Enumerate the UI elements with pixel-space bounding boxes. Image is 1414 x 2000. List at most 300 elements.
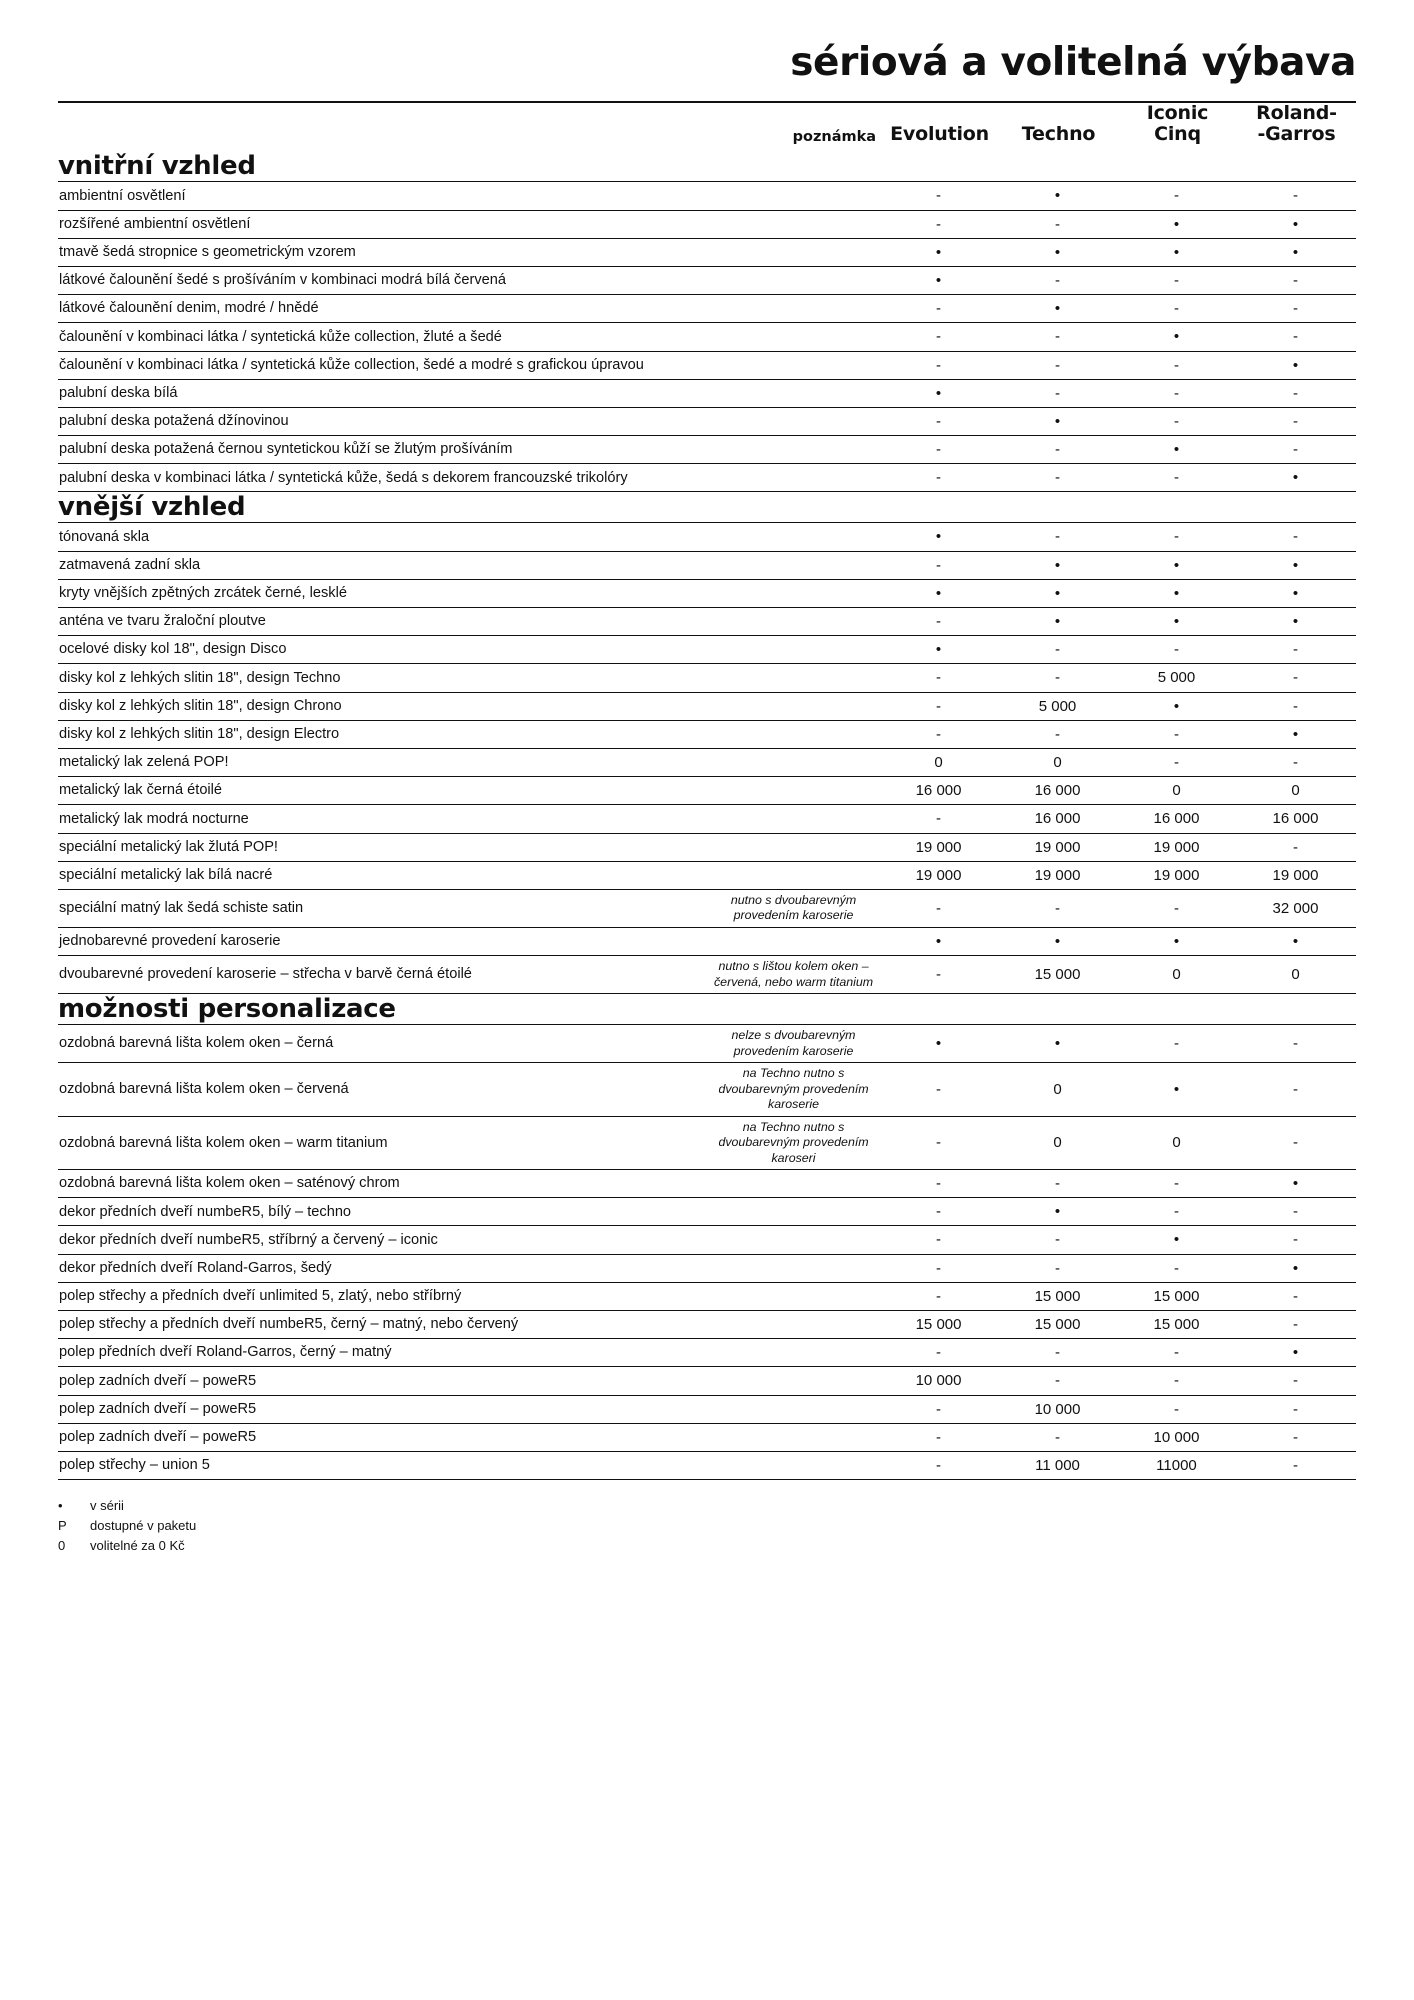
cell-evolution: - [880, 1116, 999, 1170]
page-title: sériová a volitelná výbava [790, 40, 1356, 85]
cell-techno: - [999, 266, 1118, 294]
row-label: jednobarevné provedení karoserie [58, 927, 707, 955]
cell-roland-garros: • [1237, 551, 1356, 579]
cell-roland-garros: 19 000 [1237, 861, 1356, 889]
legend-symbol: P [58, 1518, 67, 1534]
cell-techno: 10 000 [999, 1395, 1118, 1423]
row-note [707, 748, 880, 776]
cell-techno: - [999, 636, 1118, 664]
cell-roland-garros: - [1237, 1423, 1356, 1451]
cell-evolution: - [880, 889, 999, 927]
cell-evolution: - [880, 551, 999, 579]
cell-roland-garros: - [1237, 523, 1356, 551]
section-header-row [58, 492, 1356, 523]
cell-roland-garros: • [1237, 608, 1356, 636]
table-row [58, 664, 1356, 692]
cell-iconic-cinq: 19 000 [1118, 861, 1237, 889]
table-row [58, 692, 1356, 720]
cell-iconic-cinq: - [1118, 1170, 1237, 1198]
cell-techno: • [999, 295, 1118, 323]
column-header-evolution-label: Evolution [890, 123, 989, 146]
table-row [58, 523, 1356, 551]
column-header-roland-line1: Roland- [1256, 101, 1337, 124]
row-label: palubní deska bílá [58, 379, 707, 407]
column-header-techno-label: Techno [1021, 123, 1096, 146]
cell-evolution: - [880, 210, 999, 238]
cell-evolution: - [880, 1423, 999, 1451]
cell-roland-garros: - [1237, 436, 1356, 464]
cell-techno: - [999, 1423, 1118, 1451]
cell-iconic-cinq: 5 000 [1118, 664, 1237, 692]
cell-techno: 0 [999, 1063, 1118, 1117]
row-note [707, 833, 880, 861]
cell-techno: - [999, 379, 1118, 407]
row-label: zatmavená zadní skla [58, 551, 707, 579]
cell-roland-garros: 32 000 [1237, 889, 1356, 927]
cell-roland-garros: • [1237, 210, 1356, 238]
row-label: dekor předních dveří numbeR5, stříbrný a červený – iconic [58, 1226, 707, 1254]
row-label: dekor předních dveří Roland-Garros, šedý [58, 1254, 707, 1282]
cell-roland-garros: 0 [1237, 956, 1356, 994]
cell-iconic-cinq: - [1118, 266, 1237, 294]
row-note [707, 464, 880, 492]
cell-iconic-cinq: • [1118, 436, 1237, 464]
table-row [58, 436, 1356, 464]
cell-roland-garros: • [1237, 351, 1356, 379]
cell-techno: 15 000 [999, 1282, 1118, 1310]
cell-iconic-cinq: • [1118, 927, 1237, 955]
cell-evolution: - [880, 720, 999, 748]
cell-iconic-cinq: • [1118, 1226, 1237, 1254]
table-row [58, 608, 1356, 636]
table-row [58, 1451, 1356, 1479]
table-row [58, 1198, 1356, 1226]
row-label: anténa ve tvaru žraloční ploutve [58, 608, 707, 636]
table-row [58, 1025, 1356, 1063]
legend-text: volitelné za 0 Kč [90, 1538, 185, 1554]
cell-techno: - [999, 464, 1118, 492]
row-note [707, 436, 880, 464]
cell-techno: - [999, 720, 1118, 748]
row-label: palubní deska potažená černou syntetickou kůží se žlutým prošíváním [58, 436, 707, 464]
cell-roland-garros: • [1237, 1254, 1356, 1282]
cell-roland-garros: • [1237, 579, 1356, 607]
row-note [707, 182, 880, 210]
cell-roland-garros: - [1237, 833, 1356, 861]
column-header-iconic-line2: Cinq [1154, 123, 1201, 146]
cell-roland-garros: • [1237, 1339, 1356, 1367]
cell-roland-garros: - [1237, 379, 1356, 407]
cell-techno: 19 000 [999, 833, 1118, 861]
cell-iconic-cinq: - [1118, 379, 1237, 407]
row-note [707, 266, 880, 294]
cell-roland-garros: - [1237, 1226, 1356, 1254]
cell-iconic-cinq: - [1118, 1025, 1237, 1063]
row-label: čalounění v kombinaci látka / syntetická kůže collection, žluté a šedé [58, 323, 707, 351]
cell-techno: 15 000 [999, 1311, 1118, 1339]
cell-iconic-cinq: 15 000 [1118, 1282, 1237, 1310]
cell-iconic-cinq: 16 000 [1118, 805, 1237, 833]
cell-evolution: 19 000 [880, 861, 999, 889]
table-row [58, 551, 1356, 579]
cell-iconic-cinq: 19 000 [1118, 833, 1237, 861]
row-label: polep střechy a předních dveří unlimited 5, zlatý, nebo stříbrný [58, 1282, 707, 1310]
cell-evolution: • [880, 523, 999, 551]
cell-iconic-cinq: - [1118, 889, 1237, 927]
cell-evolution: 15 000 [880, 1311, 999, 1339]
row-note [707, 1451, 880, 1479]
table-row [58, 579, 1356, 607]
cell-roland-garros: - [1237, 692, 1356, 720]
section-header-row [58, 151, 1356, 182]
cell-techno: • [999, 608, 1118, 636]
row-label: polep zadních dveří – poweR5 [58, 1367, 707, 1395]
row-label: speciální metalický lak žlutá POP! [58, 833, 707, 861]
cell-evolution: - [880, 1451, 999, 1479]
document-header [58, 42, 1356, 85]
cell-roland-garros: - [1237, 182, 1356, 210]
table-header [58, 103, 1356, 152]
cell-techno: 19 000 [999, 861, 1118, 889]
cell-techno: • [999, 182, 1118, 210]
row-note [707, 1254, 880, 1282]
row-note: nelze s dvoubarevným provedením karoserie [707, 1025, 880, 1063]
table-row [58, 1282, 1356, 1310]
cell-evolution: - [880, 1198, 999, 1226]
column-header-note: poznámka [792, 129, 877, 146]
cell-evolution: 0 [880, 748, 999, 776]
cell-roland-garros: 0 [1237, 777, 1356, 805]
row-label: dekor předních dveří numbeR5, bílý – techno [58, 1198, 707, 1226]
cell-roland-garros: - [1237, 636, 1356, 664]
table-row [58, 379, 1356, 407]
cell-evolution: - [880, 351, 999, 379]
cell-roland-garros: 16 000 [1237, 805, 1356, 833]
cell-iconic-cinq: • [1118, 608, 1237, 636]
row-label: disky kol z lehkých slitin 18", design Chrono [58, 692, 707, 720]
cell-iconic-cinq: - [1118, 636, 1237, 664]
cell-iconic-cinq: 11000 [1118, 1451, 1237, 1479]
cell-techno: • [999, 551, 1118, 579]
table-row [58, 861, 1356, 889]
row-label: polep zadních dveří – poweR5 [58, 1395, 707, 1423]
cell-iconic-cinq: • [1118, 238, 1237, 266]
section-header-row [58, 994, 1356, 1025]
cell-evolution: - [880, 1170, 999, 1198]
cell-techno: • [999, 927, 1118, 955]
column-header-iconic-line1: Iconic [1146, 101, 1209, 124]
cell-techno: - [999, 1367, 1118, 1395]
cell-roland-garros: • [1237, 1170, 1356, 1198]
cell-evolution: - [880, 1063, 999, 1117]
row-label: ozdobná barevná lišta kolem oken – saténový chrom [58, 1170, 707, 1198]
cell-roland-garros: - [1237, 1198, 1356, 1226]
cell-techno: - [999, 1226, 1118, 1254]
table-row [58, 1063, 1356, 1117]
cell-evolution: - [880, 436, 999, 464]
column-header-evolution [880, 103, 999, 152]
cell-techno: - [999, 1170, 1118, 1198]
cell-techno: • [999, 238, 1118, 266]
cell-iconic-cinq: - [1118, 523, 1237, 551]
legend-symbol: • [58, 1498, 63, 1514]
table-row [58, 833, 1356, 861]
row-note [707, 927, 880, 955]
cell-roland-garros: - [1237, 1395, 1356, 1423]
row-label: ozdobná barevná lišta kolem oken – warm titanium [58, 1116, 707, 1170]
table-row [58, 295, 1356, 323]
cell-techno: • [999, 579, 1118, 607]
cell-iconic-cinq: 0 [1118, 1116, 1237, 1170]
cell-techno: - [999, 1339, 1118, 1367]
legend [58, 1496, 1356, 1556]
row-label: látkové čalounění denim, modré / hnědé [58, 295, 707, 323]
table-row [58, 927, 1356, 955]
cell-roland-garros: • [1237, 927, 1356, 955]
table-row [58, 407, 1356, 435]
cell-techno: 0 [999, 1116, 1118, 1170]
table-row [58, 1170, 1356, 1198]
cell-iconic-cinq: - [1118, 720, 1237, 748]
cell-iconic-cinq: 10 000 [1118, 1423, 1237, 1451]
cell-iconic-cinq: - [1118, 1339, 1237, 1367]
cell-iconic-cinq: - [1118, 1254, 1237, 1282]
cell-iconic-cinq: - [1118, 182, 1237, 210]
row-note [707, 295, 880, 323]
row-label: dvoubarevné provedení karoserie – střecha v barvě černá étoilé [58, 956, 707, 994]
row-label: tmavě šedá stropnice s geometrickým vzorem [58, 238, 707, 266]
cell-techno: - [999, 889, 1118, 927]
cell-techno: 15 000 [999, 956, 1118, 994]
row-note [707, 551, 880, 579]
cell-techno: - [999, 351, 1118, 379]
table-row [58, 1254, 1356, 1282]
cell-evolution: 16 000 [880, 777, 999, 805]
table-row [58, 1116, 1356, 1170]
table-row [58, 182, 1356, 210]
row-note [707, 238, 880, 266]
cell-iconic-cinq: - [1118, 1395, 1237, 1423]
cell-iconic-cinq: • [1118, 579, 1237, 607]
cell-roland-garros: • [1237, 238, 1356, 266]
cell-roland-garros: - [1237, 266, 1356, 294]
row-note [707, 1423, 880, 1451]
equipment-table [58, 103, 1356, 1480]
row-label: palubní deska v kombinaci látka / syntetická kůže, šedá s dekorem francouzské trikolóry [58, 464, 707, 492]
cell-roland-garros: - [1237, 407, 1356, 435]
section-title: možnosti personalizace [58, 994, 396, 1025]
table-body [58, 151, 1356, 1479]
cell-roland-garros: - [1237, 1367, 1356, 1395]
legend-item [58, 1516, 1356, 1536]
cell-evolution: • [880, 636, 999, 664]
row-note [707, 1311, 880, 1339]
table-row [58, 238, 1356, 266]
table-row [58, 351, 1356, 379]
cell-techno: • [999, 1025, 1118, 1063]
cell-roland-garros: - [1237, 1025, 1356, 1063]
row-note [707, 608, 880, 636]
table-row [58, 1367, 1356, 1395]
cell-iconic-cinq: • [1118, 1063, 1237, 1117]
row-note [707, 692, 880, 720]
cell-techno: - [999, 210, 1118, 238]
cell-evolution: - [880, 1395, 999, 1423]
cell-iconic-cinq: • [1118, 551, 1237, 579]
row-note [707, 1367, 880, 1395]
cell-evolution: • [880, 238, 999, 266]
legend-text: dostupné v paketu [90, 1518, 197, 1534]
row-label: speciální matný lak šedá schiste satin [58, 889, 707, 927]
cell-evolution: - [880, 295, 999, 323]
cell-roland-garros: - [1237, 323, 1356, 351]
cell-evolution: • [880, 379, 999, 407]
column-header-techno [999, 103, 1118, 152]
row-note [707, 777, 880, 805]
row-note [707, 210, 880, 238]
cell-evolution: - [880, 1339, 999, 1367]
cell-iconic-cinq: • [1118, 323, 1237, 351]
cell-iconic-cinq: - [1118, 1198, 1237, 1226]
section-title: vnitřní vzhled [58, 151, 256, 182]
cell-techno: - [999, 436, 1118, 464]
cell-techno: • [999, 1198, 1118, 1226]
cell-evolution: - [880, 805, 999, 833]
column-header-iconic-cinq [1118, 103, 1237, 152]
table-row [58, 323, 1356, 351]
legend-item [58, 1496, 1356, 1516]
column-header-name [58, 103, 707, 152]
row-label: polep střechy a předních dveří numbeR5, černý – matný, nebo červený [58, 1311, 707, 1339]
cell-evolution: • [880, 579, 999, 607]
cell-evolution: - [880, 407, 999, 435]
row-label: metalický lak černá étoilé [58, 777, 707, 805]
row-note [707, 407, 880, 435]
cell-evolution: - [880, 323, 999, 351]
cell-iconic-cinq: - [1118, 1367, 1237, 1395]
cell-roland-garros: • [1237, 464, 1356, 492]
cell-techno: - [999, 323, 1118, 351]
cell-evolution: - [880, 956, 999, 994]
table-row [58, 1395, 1356, 1423]
table-row [58, 636, 1356, 664]
table-row [58, 1226, 1356, 1254]
legend-item [58, 1536, 1356, 1556]
cell-iconic-cinq: • [1118, 210, 1237, 238]
cell-iconic-cinq: 0 [1118, 777, 1237, 805]
cell-evolution: 19 000 [880, 833, 999, 861]
row-note [707, 379, 880, 407]
row-note [707, 805, 880, 833]
cell-roland-garros: • [1237, 720, 1356, 748]
row-label: metalický lak modrá nocturne [58, 805, 707, 833]
cell-iconic-cinq: 0 [1118, 956, 1237, 994]
cell-evolution: • [880, 1025, 999, 1063]
row-label: palubní deska potažená džínovinou [58, 407, 707, 435]
row-note [707, 1198, 880, 1226]
cell-techno: • [999, 407, 1118, 435]
table-row [58, 210, 1356, 238]
row-note [707, 664, 880, 692]
cell-evolution: • [880, 927, 999, 955]
table-row [58, 1423, 1356, 1451]
cell-iconic-cinq: - [1118, 351, 1237, 379]
row-note: na Techno nutno s dvoubarevným provedením karoserie [707, 1063, 880, 1117]
row-note [707, 1395, 880, 1423]
row-note [707, 323, 880, 351]
cell-roland-garros: - [1237, 1451, 1356, 1479]
cell-evolution: - [880, 464, 999, 492]
row-label: speciální metalický lak bílá nacré [58, 861, 707, 889]
cell-evolution: - [880, 692, 999, 720]
table-row [58, 805, 1356, 833]
row-label: ozdobná barevná lišta kolem oken – černá [58, 1025, 707, 1063]
column-header-roland-line2: -Garros [1257, 123, 1336, 146]
cell-evolution: - [880, 182, 999, 210]
cell-techno: 0 [999, 748, 1118, 776]
legend-symbol: 0 [58, 1538, 66, 1554]
table-row [58, 777, 1356, 805]
table-row [58, 1339, 1356, 1367]
row-note [707, 1339, 880, 1367]
cell-evolution: - [880, 1282, 999, 1310]
row-note [707, 636, 880, 664]
row-note [707, 1226, 880, 1254]
row-label: ocelové disky kol 18", design Disco [58, 636, 707, 664]
row-label: látkové čalounění šedé s prošíváním v kombinaci modrá bílá červená [58, 266, 707, 294]
row-note [707, 523, 880, 551]
row-label: polep předních dveří Roland-Garros, černý – matný [58, 1339, 707, 1367]
cell-roland-garros: - [1237, 748, 1356, 776]
row-note: nutno s dvoubarevným provedením karoserie [707, 889, 880, 927]
section-title: vnější vzhled [58, 492, 246, 523]
cell-techno: - [999, 1254, 1118, 1282]
cell-iconic-cinq: - [1118, 748, 1237, 776]
table-row [58, 464, 1356, 492]
row-note [707, 861, 880, 889]
cell-roland-garros: - [1237, 1311, 1356, 1339]
cell-evolution: 10 000 [880, 1367, 999, 1395]
row-label: rozšířené ambientní osvětlení [58, 210, 707, 238]
column-header-roland-garros [1237, 103, 1356, 152]
table-row [58, 889, 1356, 927]
table-row [58, 720, 1356, 748]
cell-techno: 11 000 [999, 1451, 1118, 1479]
cell-evolution: • [880, 266, 999, 294]
row-label: metalický lak zelená POP! [58, 748, 707, 776]
cell-roland-garros: - [1237, 664, 1356, 692]
cell-evolution: - [880, 1254, 999, 1282]
cell-roland-garros: - [1237, 295, 1356, 323]
table-row [58, 748, 1356, 776]
row-label: polep zadních dveří – poweR5 [58, 1423, 707, 1451]
cell-iconic-cinq: - [1118, 464, 1237, 492]
row-label: disky kol z lehkých slitin 18", design Electro [58, 720, 707, 748]
cell-evolution: - [880, 664, 999, 692]
cell-iconic-cinq: - [1118, 295, 1237, 323]
cell-evolution: - [880, 608, 999, 636]
table-row [58, 956, 1356, 994]
row-label: tónovaná skla [58, 523, 707, 551]
cell-roland-garros: - [1237, 1282, 1356, 1310]
row-note: na Techno nutno s dvoubarevným provedením karoseri [707, 1116, 880, 1170]
cell-techno: 5 000 [999, 692, 1118, 720]
cell-iconic-cinq: - [1118, 407, 1237, 435]
cell-roland-garros: - [1237, 1063, 1356, 1117]
row-label: ambientní osvětlení [58, 182, 707, 210]
row-label: kryty vnějších zpětných zrcátek černé, lesklé [58, 579, 707, 607]
row-note [707, 579, 880, 607]
